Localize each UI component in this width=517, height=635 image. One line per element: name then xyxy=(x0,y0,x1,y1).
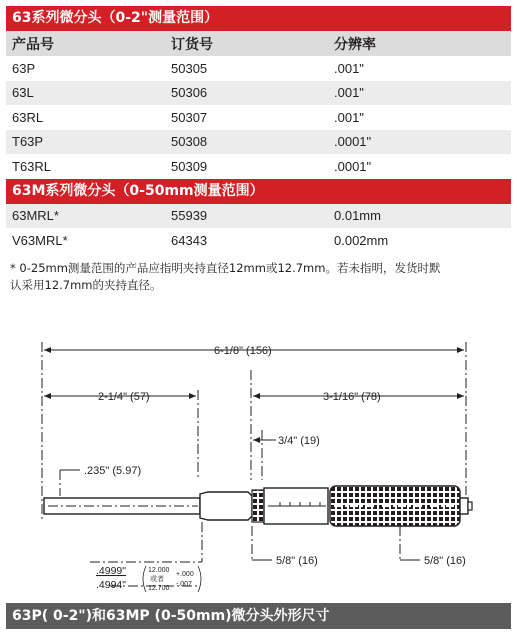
cell-product-no: 63L xyxy=(12,85,34,101)
tolerance-mm-bottom: 12.700 xyxy=(148,585,170,592)
sleeve xyxy=(200,492,252,520)
cell-product-no: 63P xyxy=(12,60,36,76)
cell-product-no: 63RL xyxy=(12,109,44,125)
shank-length-dimension: 2-1/4" (57) xyxy=(98,391,150,403)
header-resolution: 分辨率 xyxy=(334,36,376,53)
spec-sheet xyxy=(6,6,511,294)
table2-title: 63M系列微分头（0-50mm测量范围） xyxy=(6,179,511,204)
thimble-diameter: 5/8" (16) xyxy=(276,555,318,567)
lock-ring xyxy=(252,490,264,522)
footnote-line-1: * 0-25mm测量范围的产品应指明夹持直径12mm或12.7mm。若未指明，发货时默 xyxy=(10,260,441,275)
footnote-line-2: 认采用12.7mm的夹持直径。 xyxy=(10,277,162,292)
end-cap xyxy=(460,498,468,514)
drawing-caption: 63P( 0-2")和63MP (0-50mm)微分头外形尺寸 xyxy=(6,603,511,629)
cell-order-no: 64343 xyxy=(171,232,208,248)
cell-resolution: .001" xyxy=(334,60,364,76)
micrometer-head-drawing xyxy=(0,330,517,600)
cell-product-no: V63MRL* xyxy=(12,232,68,248)
table-row xyxy=(6,228,511,253)
table1-title: 63系列微分头（0-2"测量范围） xyxy=(6,6,511,31)
table-row xyxy=(6,105,511,130)
cell-order-no: 50308 xyxy=(171,134,208,150)
cell-order-no: 50309 xyxy=(171,158,208,174)
cell-resolution: 0.01mm xyxy=(334,208,381,224)
table-row xyxy=(6,204,511,229)
spindle-diameter: .235" (5.97) xyxy=(84,465,142,477)
table-row xyxy=(6,56,511,81)
cell-order-no: 55939 xyxy=(171,208,208,224)
tolerance-or: 或者 xyxy=(150,576,164,583)
cell-product-no: 63MRL* xyxy=(12,208,59,224)
overall-dimension: 6-1/8" (156) xyxy=(214,345,272,357)
cell-order-no: 50305 xyxy=(171,60,208,76)
table-row xyxy=(6,154,511,179)
cell-resolution: .0001" xyxy=(334,134,372,150)
tolerance-inch-bottom: .4994" xyxy=(96,579,127,591)
collar-dimension: 3/4" (19) xyxy=(278,435,320,447)
footnote xyxy=(6,260,511,294)
tolerance-inch-top: .4999" xyxy=(96,565,127,577)
body-length-dimension: 3-1/16" (78) xyxy=(323,391,381,403)
header-order-no: 订货号 xyxy=(171,36,213,53)
cell-resolution: .001" xyxy=(334,109,364,125)
tolerance-plus: +.000 xyxy=(176,571,194,578)
cell-resolution: .001" xyxy=(334,85,364,101)
end-diameter: 5/8" (16) xyxy=(424,555,466,567)
tolerance-minus: -.007 xyxy=(176,581,192,588)
cell-order-no: 50307 xyxy=(171,109,208,125)
cell-resolution: 0.002mm xyxy=(334,232,389,248)
header-product-no: 产品号 xyxy=(12,36,54,53)
cell-order-no: 50306 xyxy=(171,85,208,101)
table-row xyxy=(6,130,511,155)
cell-resolution: .0001" xyxy=(334,158,372,174)
tolerance-mm-top: 12.000 xyxy=(148,567,170,574)
cell-product-no: T63RL xyxy=(12,158,52,174)
table-row xyxy=(6,81,511,106)
cell-product-no: T63P xyxy=(12,134,44,150)
column-header-row xyxy=(6,31,511,56)
